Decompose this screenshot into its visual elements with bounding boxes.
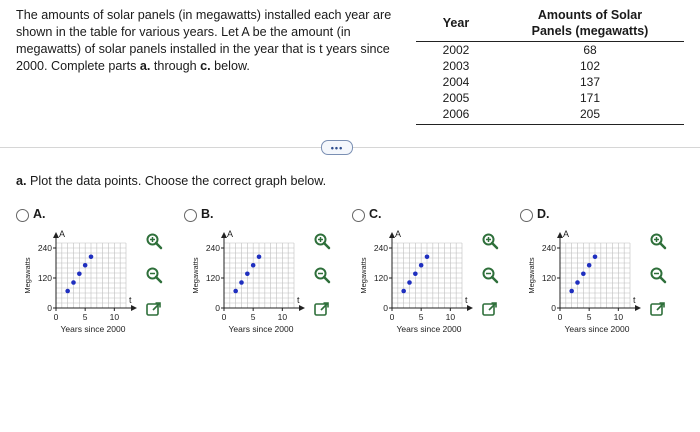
y-tick-label: 120	[541, 273, 556, 283]
option-radio[interactable]	[16, 209, 29, 222]
zoom-out-icon[interactable]	[649, 266, 667, 284]
problem-statement	[16, 7, 408, 75]
expand-more-button[interactable]: •••	[321, 140, 353, 155]
zoom-in-icon[interactable]	[649, 232, 667, 250]
amount-cell: 68	[583, 43, 597, 57]
part-c-ref: c.	[200, 59, 211, 73]
data-point	[419, 263, 424, 268]
y-tick-label: 240	[205, 243, 220, 253]
x-axis-label: Years since 2000	[228, 324, 294, 334]
amount-column	[496, 42, 684, 122]
data-point	[77, 271, 82, 276]
zoom-out-icon[interactable]	[481, 266, 499, 284]
year-cell: 2004	[442, 75, 470, 89]
zoom-out-icon[interactable]	[145, 266, 163, 284]
amount-cell: 205	[579, 107, 601, 121]
y-tick-label: 0	[383, 303, 388, 313]
option-label: D.	[537, 207, 550, 221]
amount-cell: 171	[579, 91, 601, 105]
header-year: Year	[442, 16, 470, 30]
y-tick-label: 0	[47, 303, 52, 313]
x-tick-label: 0	[221, 312, 227, 322]
y-axis-letter: A	[395, 229, 402, 239]
amount-cell: 102	[579, 59, 601, 73]
year-cell: 2003	[442, 59, 470, 73]
y-tick-label: 120	[373, 273, 388, 283]
popout-icon[interactable]	[481, 300, 499, 318]
x-tick-label: 10	[445, 312, 456, 322]
x-tick-label: 10	[277, 312, 288, 322]
zoom-out-icon[interactable]	[313, 266, 331, 284]
table-body	[416, 42, 684, 125]
y-tick-label: 0	[215, 303, 220, 313]
y-axis-letter: A	[227, 229, 234, 239]
data-point	[89, 254, 94, 259]
x-tick-label: 5	[418, 312, 424, 322]
x-axis-arrow	[131, 305, 137, 311]
option-label: C.	[369, 207, 382, 221]
zoom-in-icon[interactable]	[481, 232, 499, 250]
y-tick-label: 240	[373, 243, 388, 253]
option-label: B.	[201, 207, 214, 221]
table-header	[416, 5, 684, 42]
x-axis-label: Years since 2000	[60, 324, 126, 334]
data-point	[593, 254, 598, 259]
y-axis-label: Megawatts	[23, 257, 32, 294]
x-tick-label: 0	[389, 312, 395, 322]
year-cell: 2006	[442, 107, 470, 121]
y-axis-label: Megawatts	[191, 257, 200, 294]
header-amount	[496, 5, 684, 41]
x-tick-label: 10	[613, 312, 624, 322]
graph-option-c	[352, 228, 482, 338]
option-radio[interactable]	[184, 209, 197, 222]
x-tick-label: 0	[53, 312, 59, 322]
x-axis-letter: t	[297, 295, 300, 305]
data-point	[575, 280, 580, 285]
popout-icon[interactable]	[145, 300, 163, 318]
graph-option-d	[520, 228, 650, 338]
question-text: Plot the data points. Choose the correct graph below.	[26, 174, 327, 188]
y-tick-label: 120	[37, 273, 52, 283]
problem-below: below.	[210, 59, 250, 73]
data-point	[71, 280, 76, 285]
amount-cell: 137	[579, 75, 601, 89]
data-point	[65, 289, 70, 294]
y-tick-label: 240	[37, 243, 52, 253]
x-axis-label: Years since 2000	[396, 324, 462, 334]
y-tick-label: 240	[541, 243, 556, 253]
x-axis-label: Years since 2000	[564, 324, 630, 334]
problem-text: The amounts of solar panels (in megawatts) installed each year are shown in the table for various years. Let A be the amount (in megawatts) of solar panels installed in the year that is t years since 2000. Complete parts	[16, 8, 392, 73]
y-axis-letter: A	[59, 229, 66, 239]
zoom-in-icon[interactable]	[313, 232, 331, 250]
popout-icon[interactable]	[649, 300, 667, 318]
graph-option-b	[184, 228, 314, 338]
data-point	[587, 263, 592, 268]
question-a	[16, 174, 326, 188]
x-axis-letter: t	[465, 295, 468, 305]
y-axis-label: Megawatts	[359, 257, 368, 294]
data-point	[245, 271, 250, 276]
x-axis-arrow	[635, 305, 641, 311]
graph-option-a	[16, 228, 146, 338]
data-point	[401, 289, 406, 294]
option-a[interactable]	[16, 204, 182, 344]
y-axis-letter: A	[563, 229, 570, 239]
option-radio[interactable]	[520, 209, 533, 222]
option-c[interactable]	[352, 204, 518, 344]
x-axis-arrow	[467, 305, 473, 311]
data-point	[569, 289, 574, 294]
x-tick-label: 5	[250, 312, 256, 322]
option-radio[interactable]	[352, 209, 365, 222]
data-point	[425, 254, 430, 259]
data-point	[83, 263, 88, 268]
x-tick-label: 10	[109, 312, 120, 322]
zoom-in-icon[interactable]	[145, 232, 163, 250]
data-point	[257, 254, 262, 259]
x-axis-arrow	[299, 305, 305, 311]
data-point	[581, 271, 586, 276]
y-tick-label: 120	[205, 273, 220, 283]
data-point	[239, 280, 244, 285]
year-cell: 2002	[442, 43, 470, 57]
y-axis-label: Megawatts	[527, 257, 536, 294]
part-a-ref: a.	[139, 59, 151, 73]
data-point	[233, 289, 238, 294]
x-axis-letter: t	[129, 295, 132, 305]
header-amount-line1: Amounts of Solar	[537, 8, 643, 22]
data-point	[251, 263, 256, 268]
popout-icon[interactable]	[313, 300, 331, 318]
header-amount-line2: Panels (megawatts)	[531, 24, 649, 38]
y-tick-label: 0	[551, 303, 556, 313]
data-point	[413, 271, 418, 276]
data-point	[407, 280, 412, 285]
x-axis-letter: t	[633, 295, 636, 305]
problem-through: through	[150, 59, 201, 73]
x-tick-label: 5	[586, 312, 592, 322]
x-tick-label: 0	[557, 312, 563, 322]
question-part: a.	[16, 174, 27, 188]
option-d[interactable]	[520, 204, 686, 344]
solar-data-table	[416, 5, 684, 125]
year-cell: 2005	[442, 91, 470, 105]
option-label: A.	[33, 207, 46, 221]
x-tick-label: 5	[82, 312, 88, 322]
year-column	[416, 42, 496, 122]
option-b[interactable]	[184, 204, 350, 344]
